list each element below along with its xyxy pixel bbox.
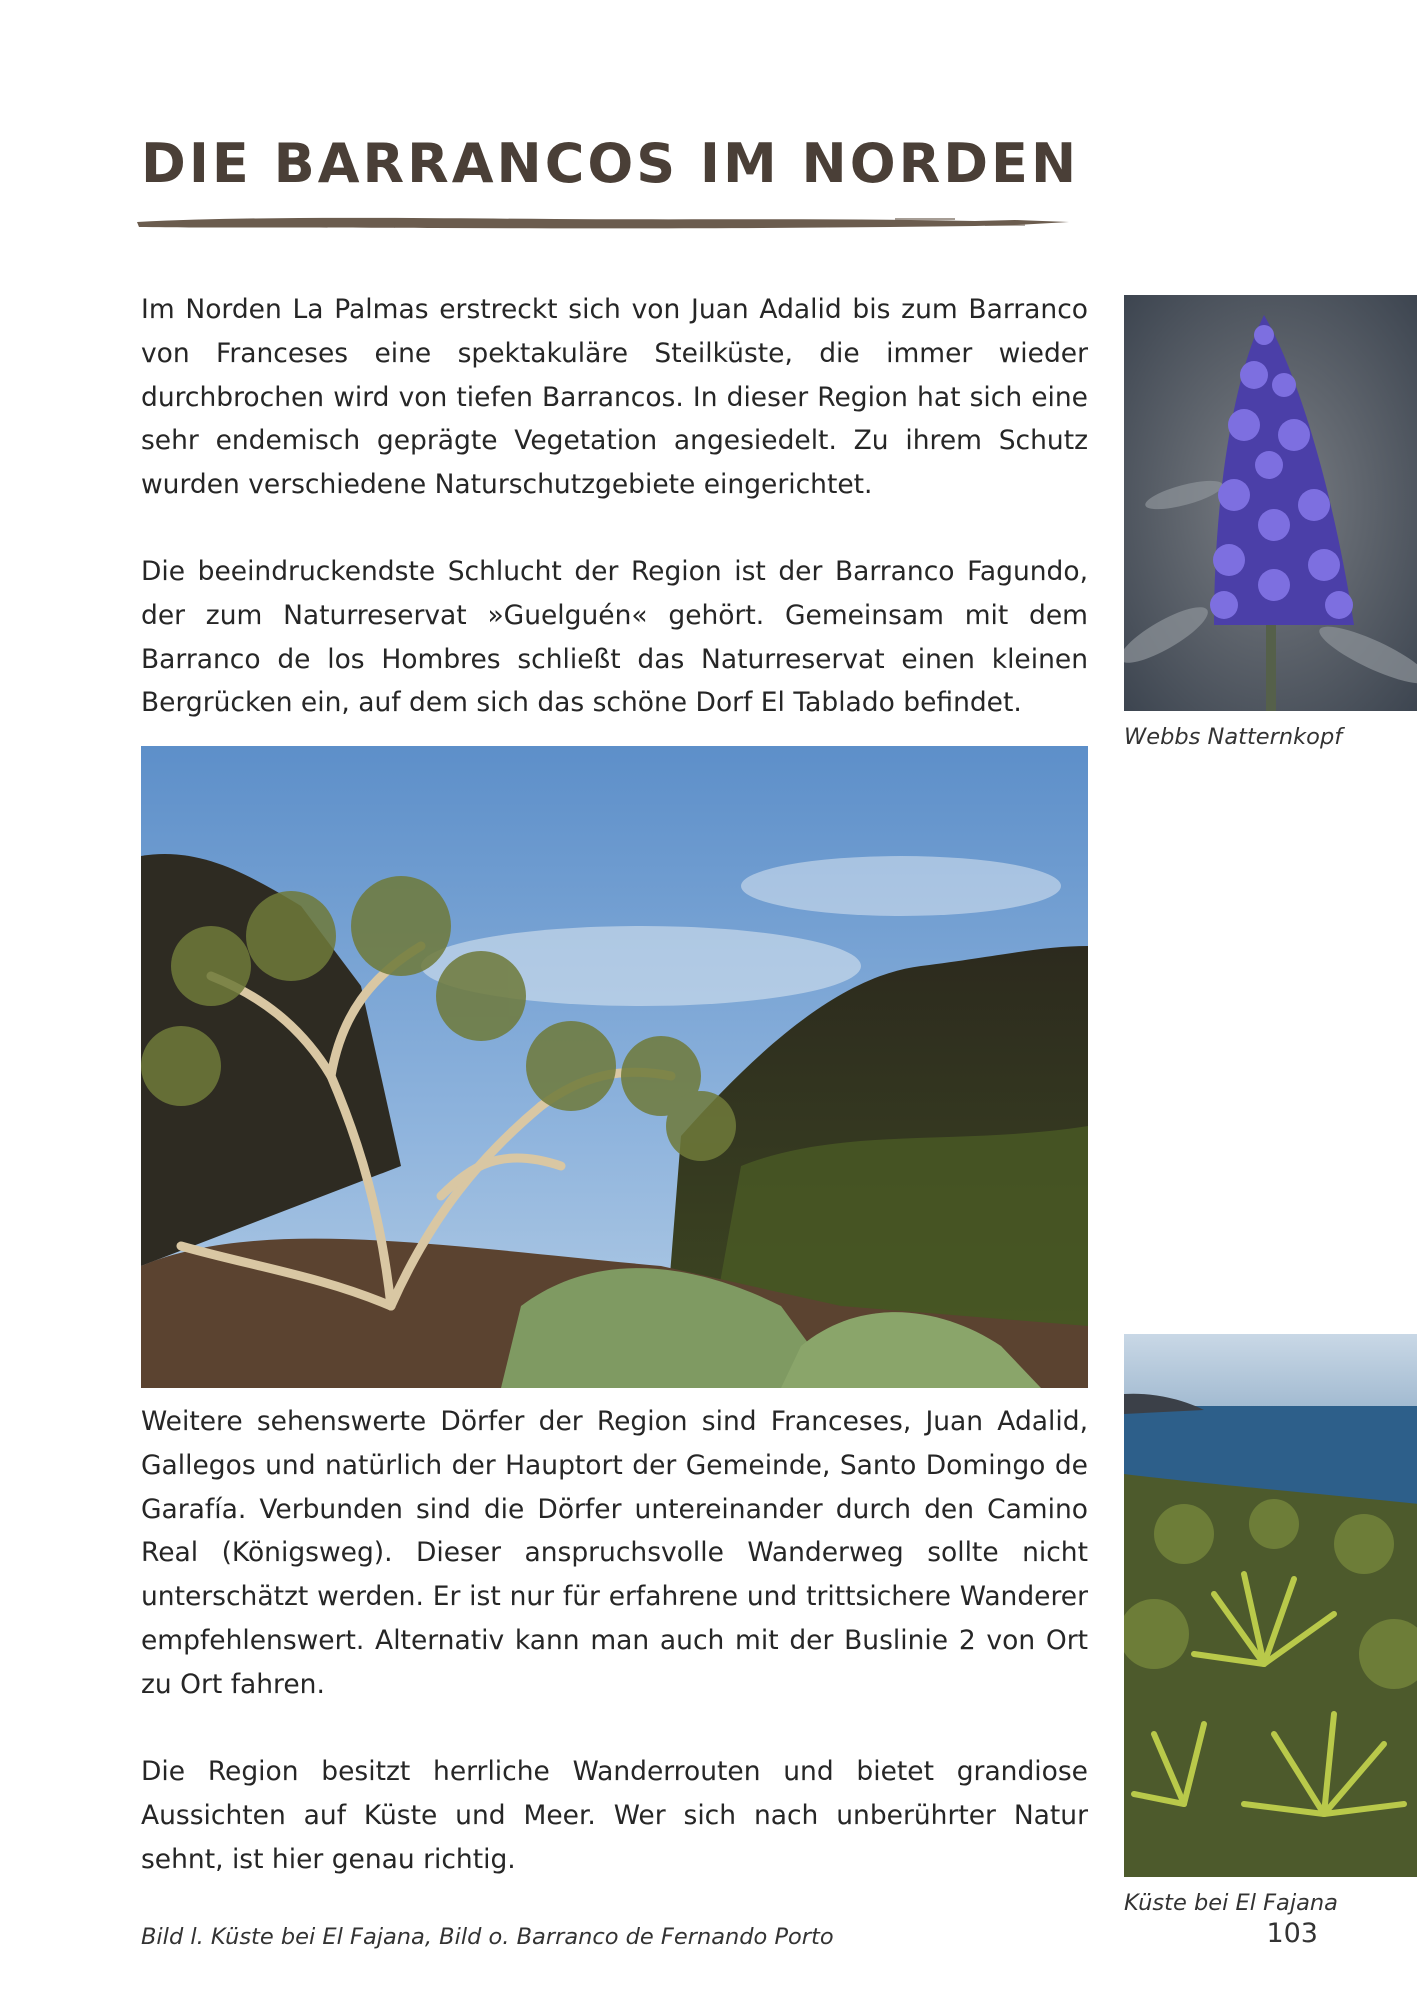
coast-caption: Küste bei El Fajana (1124, 1890, 1338, 1916)
fagundo-paragraph: Die beeindruckendste Schlucht der Region ist der Barranco Fagundo, der zum Naturreservat »Guelguén« gehört. Gemeinsam mit dem Barranco de los Hombres schließt das Naturreservat einen kleinen Bergrücken ein, auf dem sich das schöne Dorf El Tablado befindet. (141, 556, 1088, 719)
barranco-photo (141, 746, 1088, 1388)
villages-paragraph: Weitere sehenswerte Dörfer der Region sind Franceses, Juan Adalid, Gallegos und natürlich der Hauptort der Gemeinde, Santo Domingo de Garafía. Verbunden sind die Dörfer untereinander durch den Camino Real (Königsweg). Dieser anspruchsvolle Wanderweg sollte nicht unterschätzt werden. Er ist nur für erfahrene und trittsichere Wanderer empfehlenswert. Alternativ kann man auch mit der Buslinie 2 von Ort zu Ort fahren. (141, 1406, 1088, 1700)
title-brush-stroke (135, 212, 1070, 234)
coast-photo (1124, 1334, 1417, 1877)
intro-paragraph: Im Norden La Palmas erstreckt sich von Juan Adalid bis zum Barranco von Franceses eine spektakuläre Steilküste, die immer wieder durchbrochen wird von tiefen Barrancos. In dieser Region hat sich eine sehr endemisch geprägte Vegetation angesiedelt. Zu ihrem Schutz wurden verschiedene Naturschutzgebiete eingerichtet. (141, 294, 1088, 501)
flower-caption: Webbs Natternkopf (1124, 724, 1343, 750)
page-title: DIE BARRANCOS IM NORDEN (141, 132, 1080, 195)
flower-photo (1124, 295, 1417, 711)
footer-caption: Bild l. Küste bei El Fajana, Bild o. Barranco de Fernando Porto (141, 1924, 834, 1950)
page-number: 103 (1266, 1918, 1318, 1949)
region-paragraph: Die Region besitzt herrliche Wanderrouten und bietet grandiose Aussichten auf Küste und Meer. Wer sich nach unberührter Natur sehnt, ist hier genau richtig. (141, 1756, 1088, 1875)
